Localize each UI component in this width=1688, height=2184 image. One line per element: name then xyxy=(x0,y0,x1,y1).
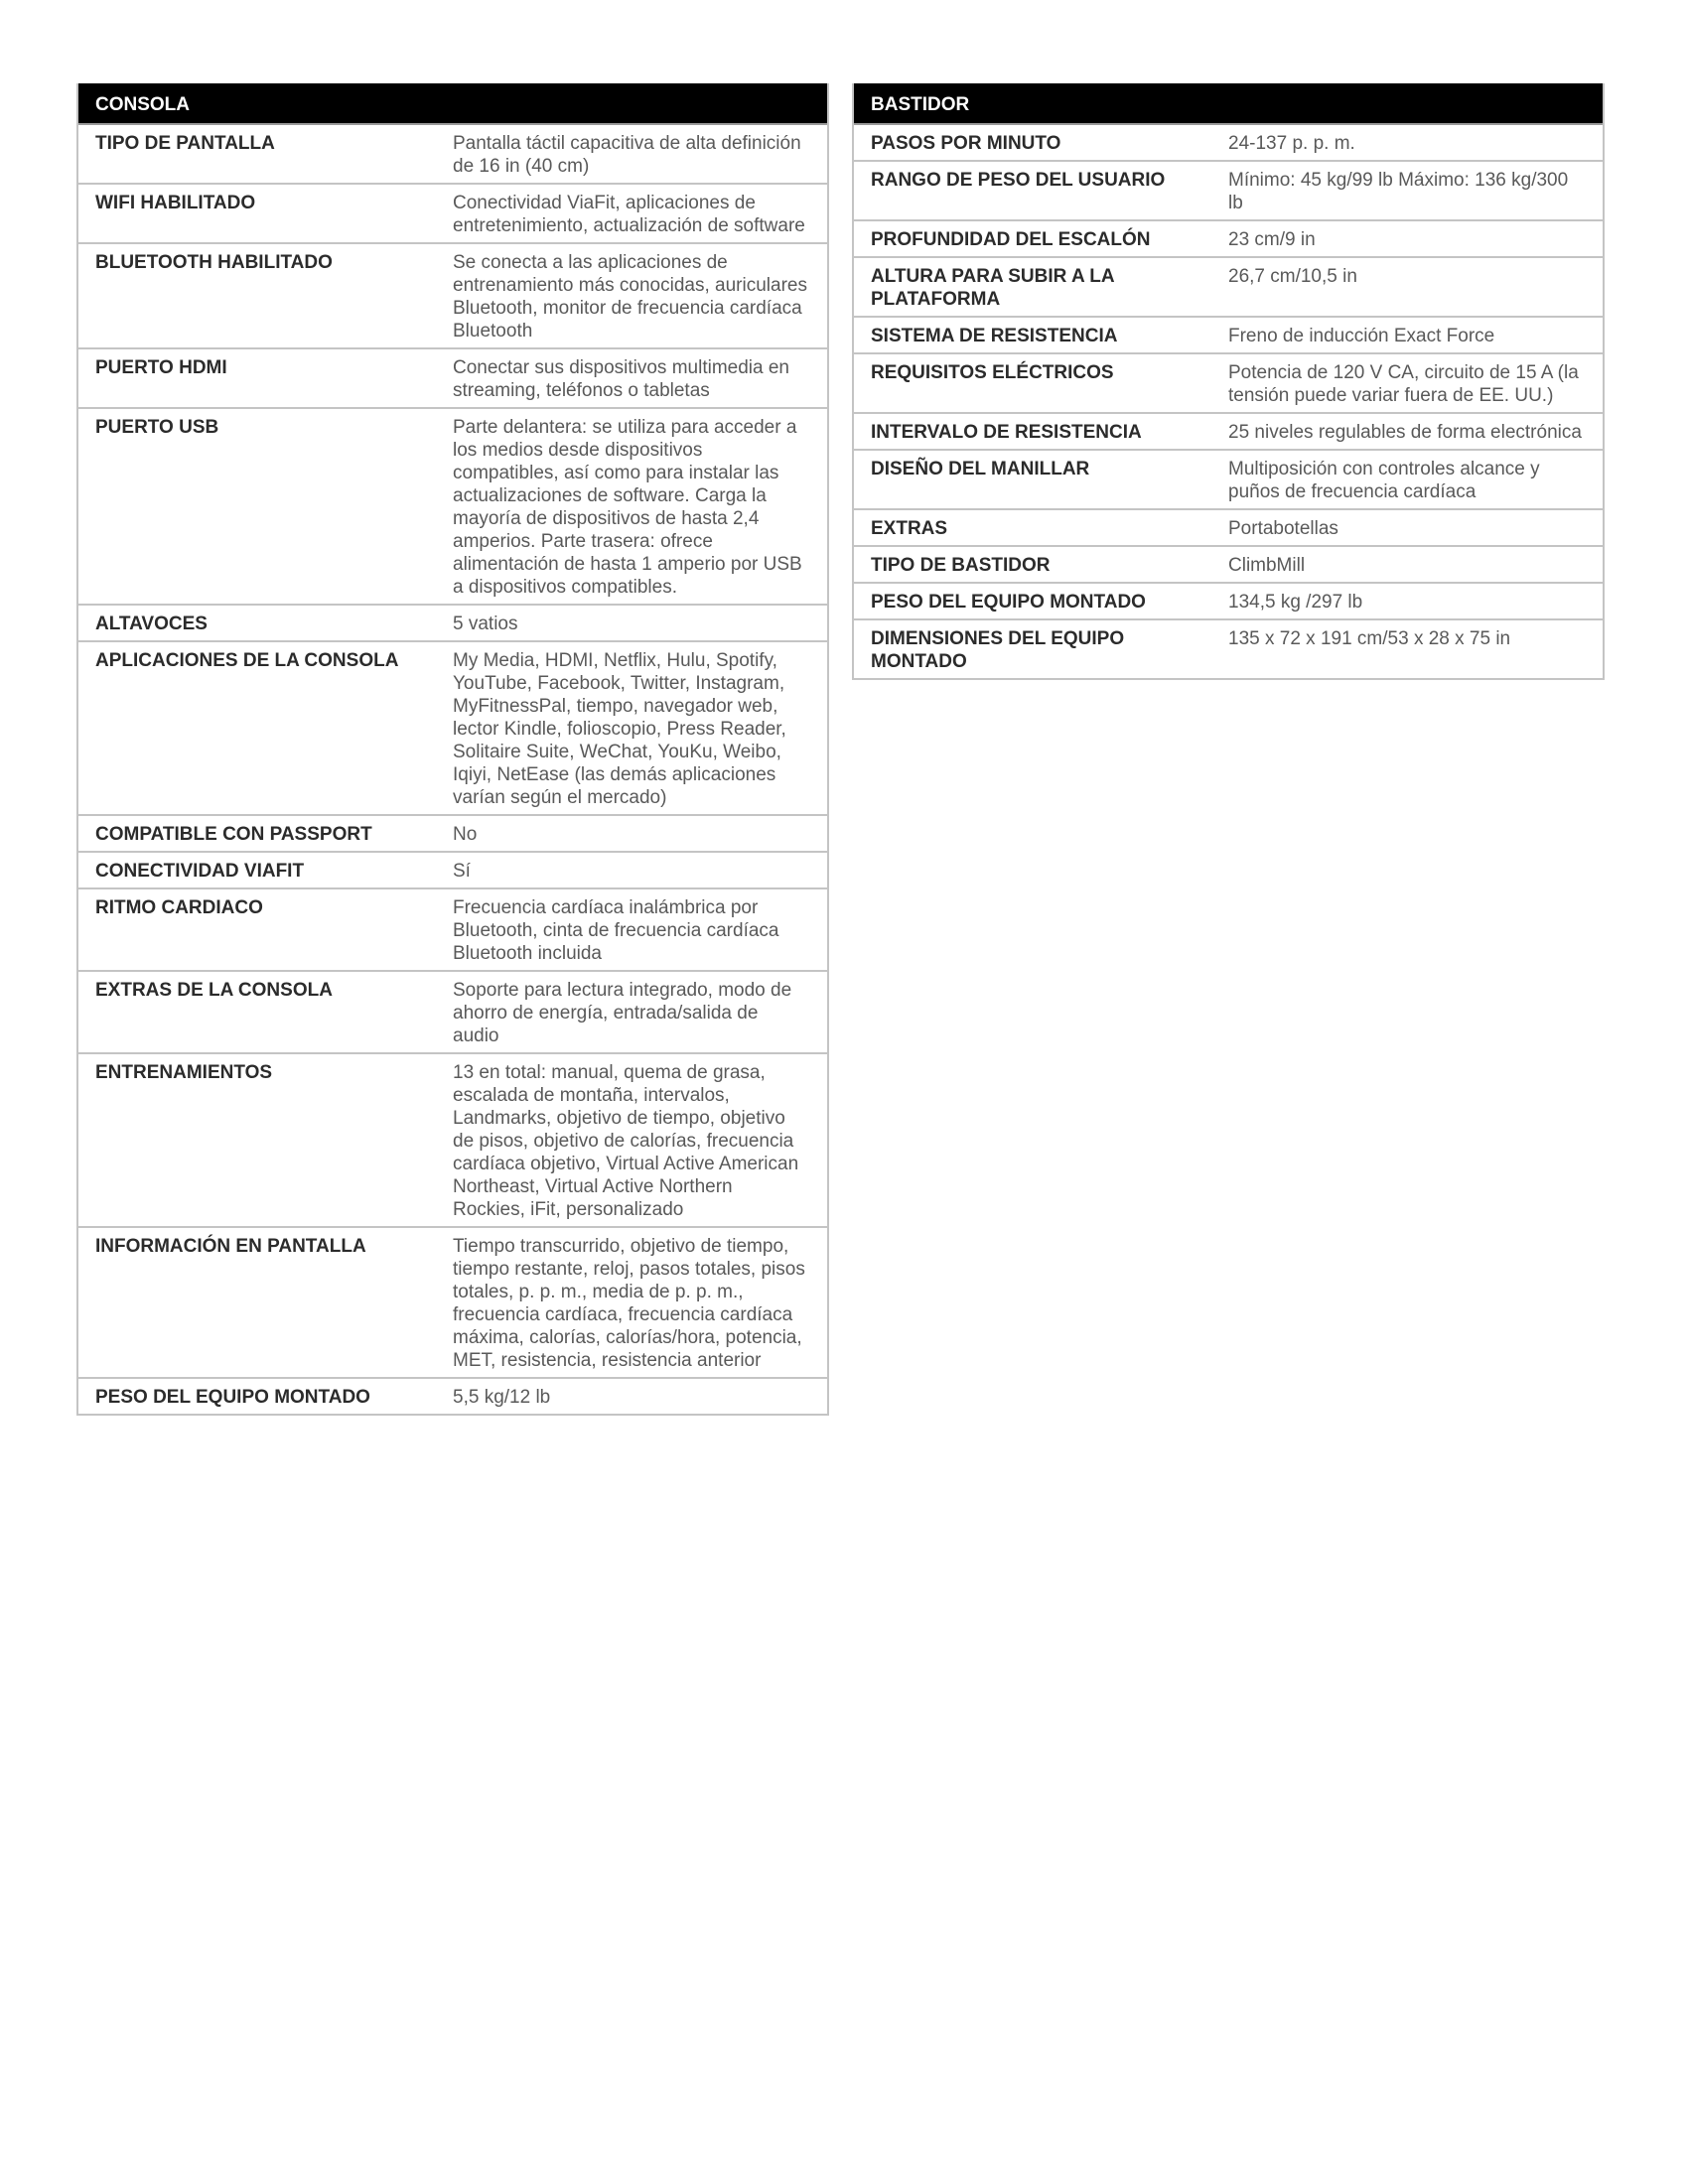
console-spec-table xyxy=(76,83,829,1416)
frame-spec-table xyxy=(852,83,1605,680)
spec-value: Parte delantera: se utiliza para acceder a los medios desde dispositivos compatibles, así como para instalar las actualizaciones de software. Carga la mayoría de dispositivos de hasta 2,4 amperios. Parte trasera: ofrece alimentación de hasta 1 amperio por USB a dispositivos compatibles. xyxy=(453,417,802,598)
spec-label: EXTRAS DE LA CONSOLA xyxy=(95,980,333,1001)
spec-row xyxy=(854,316,1603,352)
spec-row xyxy=(78,347,827,407)
spec-label: PASOS POR MINUTO xyxy=(871,133,1061,154)
spec-row xyxy=(854,412,1603,449)
spec-label: TIPO DE BASTIDOR xyxy=(871,555,1051,576)
spec-label: PUERTO HDMI xyxy=(95,357,227,378)
spec-label: DIMENSIONES DEL EQUIPO MONTADO xyxy=(871,628,1125,672)
spec-label: PESO DEL EQUIPO MONTADO xyxy=(95,1387,370,1408)
spec-row xyxy=(78,125,827,183)
spec-value: Mínimo: 45 kg/99 lb Máximo: 136 kg/300 lb xyxy=(1228,170,1569,213)
console-table-title: CONSOLA xyxy=(78,83,827,125)
spec-label: INFORMACIÓN EN PANTALLA xyxy=(95,1236,366,1257)
spec-label: BLUETOOTH HABILITADO xyxy=(95,252,333,273)
spec-row xyxy=(78,183,827,242)
spec-value: 134,5 kg /297 lb xyxy=(1228,592,1363,613)
spec-row xyxy=(854,449,1603,508)
spec-row xyxy=(78,1226,827,1377)
spec-value: Freno de inducción Exact Force xyxy=(1228,326,1495,346)
console-rows xyxy=(78,125,827,1414)
frame-table-title: BASTIDOR xyxy=(854,83,1603,125)
spec-row xyxy=(854,618,1603,678)
spec-row xyxy=(78,604,827,640)
spec-value: ClimbMill xyxy=(1228,555,1306,576)
spec-row xyxy=(78,640,827,814)
spec-row xyxy=(854,256,1603,316)
spec-label: RANGO DE PESO DEL USUARIO xyxy=(871,170,1166,191)
spec-row xyxy=(854,125,1603,160)
spec-value: 13 en total: manual, quema de grasa, escalada de montaña, intervalos, Landmarks, objetivo de tiempo, objetivo de pisos, objetivo de calorías, frecuencia cardíaca objetivo, Virtual Active American Northeast, Virtual Active Northern Rockies, iFit, personalizado xyxy=(453,1062,799,1220)
spec-value: Conectar sus dispositivos multimedia en streaming, teléfonos o tabletas xyxy=(453,357,789,401)
spec-row xyxy=(78,1377,827,1414)
spec-label: APLICACIONES DE LA CONSOLA xyxy=(95,650,399,671)
spec-value: Tiempo transcurrido, objetivo de tiempo, tiempo restante, reloj, pasos totales, pisos totales, p. p. m., media de p. p. m., frecuencia cardíaca, frecuencia cardíaca máxima, calorías, calorías/hora, potencia, MET, resistencia, resistencia anterior xyxy=(453,1236,805,1371)
spec-row xyxy=(854,219,1603,256)
spec-row xyxy=(78,851,827,887)
spec-value: Multiposición con controles alcance y puños de frecuencia cardíaca xyxy=(1228,459,1540,502)
spec-row xyxy=(854,352,1603,412)
spec-value: Portabotellas xyxy=(1228,518,1338,539)
spec-value: Conectividad ViaFit, aplicaciones de entretenimiento, actualización de software xyxy=(453,193,805,236)
spec-value: 25 niveles regulables de forma electrónica xyxy=(1228,422,1582,443)
spec-label: SISTEMA DE RESISTENCIA xyxy=(871,326,1118,346)
spec-row xyxy=(854,582,1603,618)
spec-value: 135 x 72 x 191 cm/53 x 28 x 75 in xyxy=(1228,628,1511,649)
spec-value: No xyxy=(453,824,478,845)
spec-value: 24-137 p. p. m. xyxy=(1228,133,1355,154)
spec-label: CONECTIVIDAD VIAFIT xyxy=(95,861,305,882)
spec-value: 23 cm/9 in xyxy=(1228,229,1316,250)
spec-label: ENTRENAMIENTOS xyxy=(95,1062,273,1083)
spec-label: REQUISITOS ELÉCTRICOS xyxy=(871,362,1114,383)
spec-value: Se conecta a las aplicaciones de entrenamiento más conocidas, auriculares Bluetooth, monitor de frecuencia cardíaca Bluetooth xyxy=(453,252,807,341)
spec-value: Frecuencia cardíaca inalámbrica por Bluetooth, cinta de frecuencia cardíaca Bluetooth incluida xyxy=(453,897,779,964)
spec-row xyxy=(78,242,827,347)
spec-label: TIPO DE PANTALLA xyxy=(95,133,275,154)
spec-row xyxy=(78,1052,827,1226)
spec-label: COMPATIBLE CON PASSPORT xyxy=(95,824,372,845)
spec-row xyxy=(854,160,1603,219)
spec-row xyxy=(854,508,1603,545)
spec-value: 5 vatios xyxy=(453,614,518,634)
spec-label: ALTAVOCES xyxy=(95,614,208,634)
spec-label: PUERTO USB xyxy=(95,417,219,438)
spec-value: My Media, HDMI, Netflix, Hulu, Spotify, YouTube, Facebook, Twitter, Instagram, MyFitnessPal, tiempo, navegador web, lector Kindle, folioscopio, Press Reader, Solitaire Suite, WeChat, YouKu, Weibo, Iqiyi, NetEase (las demás aplicaciones varían según el mercado) xyxy=(453,650,786,808)
spec-label: RITMO CARDIACO xyxy=(95,897,263,918)
spec-value: Pantalla táctil capacitiva de alta definición de 16 in (40 cm) xyxy=(453,133,801,177)
spec-label: EXTRAS xyxy=(871,518,948,539)
spec-label: INTERVALO DE RESISTENCIA xyxy=(871,422,1142,443)
spec-label: PROFUNDIDAD DEL ESCALÓN xyxy=(871,229,1151,250)
spec-row xyxy=(78,970,827,1052)
spec-row xyxy=(78,887,827,970)
spec-value: Sí xyxy=(453,861,471,882)
spec-value: Soporte para lectura integrado, modo de ahorro de energía, entrada/salida de audio xyxy=(453,980,792,1046)
spec-row xyxy=(854,545,1603,582)
spec-label: PESO DEL EQUIPO MONTADO xyxy=(871,592,1146,613)
spec-row xyxy=(78,814,827,851)
spec-row xyxy=(78,407,827,604)
frame-rows xyxy=(854,125,1603,678)
spec-value: 5,5 kg/12 lb xyxy=(453,1387,551,1408)
spec-value: 26,7 cm/10,5 in xyxy=(1228,266,1357,287)
spec-label: WIFI HABILITADO xyxy=(95,193,256,213)
spec-value: Potencia de 120 V CA, circuito de 15 A (la tensión puede variar fuera de EE. UU.) xyxy=(1228,362,1579,406)
spec-label: ALTURA PARA SUBIR A LA PLATAFORMA xyxy=(871,266,1114,310)
spec-label: DISEÑO DEL MANILLAR xyxy=(871,459,1090,479)
